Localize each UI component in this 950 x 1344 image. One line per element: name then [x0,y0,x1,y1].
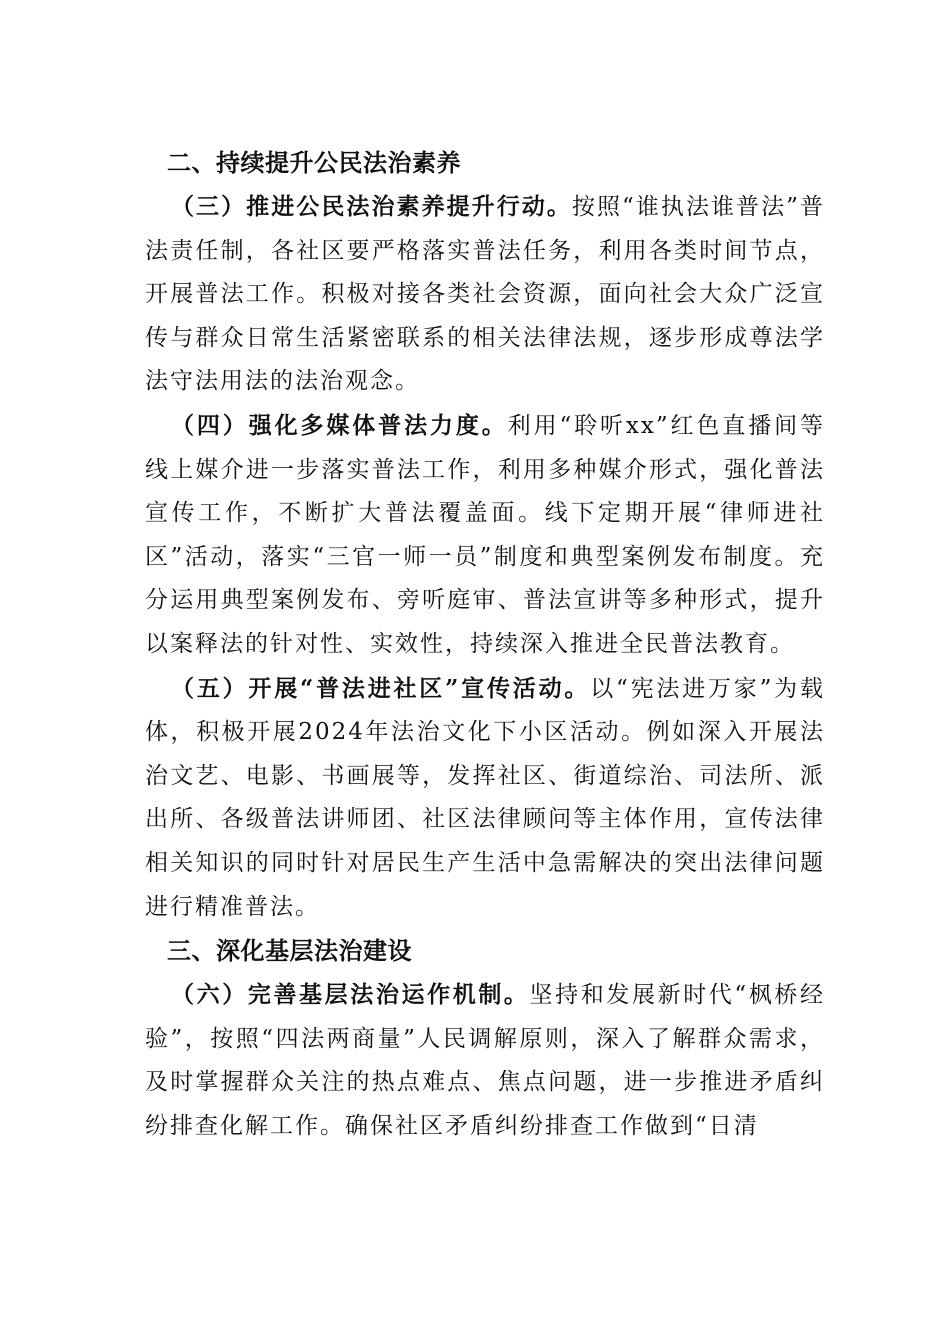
paragraph-4 [145,404,825,667]
document-page [145,141,825,1148]
paragraph-lead: （三）推进公民法治素养提升行动。 [171,193,572,220]
section-heading-2: 二、持续提升公民法治素养 [167,149,461,177]
paragraph-5 [145,667,825,930]
paragraph-3 [145,185,825,404]
paragraph-body: 按照“谁执法谁普法”普法责任制，各社区要严格落实普法任务，利用各类时间节点，开展普法工作。积极对接各类社会资源，面向社会大众广泛宣传与群众日常生活紧密联系的相关法律法规，逐步形成尊法学法守法用法的法治观念。 [145,194,825,395]
paragraph-lead: （五）开展“普法进社区”宣传活动。 [171,674,591,702]
section-heading-3: 三、深化基层法治建设 [167,937,412,966]
paragraph-body: 利用“聆听xx”红色直播间等线上媒介进一步落实普法工作，利用多种媒介形式，强化普法宣传工作，不断扩大普法覆盖面。线下定期开展“律师进社区”活动，落实“三官一师一员”制度和典型案例发布制度。充分运用典型案例发布、旁听庭审、普法宣讲等多种形式，提升以案释法的针对性、实效性，持续深入推进全民普法教育。 [145,412,825,657]
paragraph-body: 以“宪法进万家”为载体，积极开展2024年法治文化下小区活动。例如深入开展法治文艺、电影、书画展等，发挥社区、街道综治、司法所、派出所、各级普法讲师团、社区法律顾问等主体作用，宣传法律相关知识的同时针对居民生产生活中急需解决的突出法律问题进行精准普法。 [145,675,825,920]
paragraph-body: 坚持和发展新时代“枫桥经验”，按照“四法两商量”人民调解原则，深入了解群众需求，及时掌握群众关注的热点难点、焦点问题，进一步推进矛盾纠纷排查化解工作。确保社区矛盾纠纷排查工作做到“日清 [145,982,825,1139]
paragraph-lead: （四）强化多媒体普法力度。 [171,411,508,439]
paragraph-lead: （六）完善基层法治运作机制。 [171,981,530,1009]
paragraph-6 [145,973,825,1148]
